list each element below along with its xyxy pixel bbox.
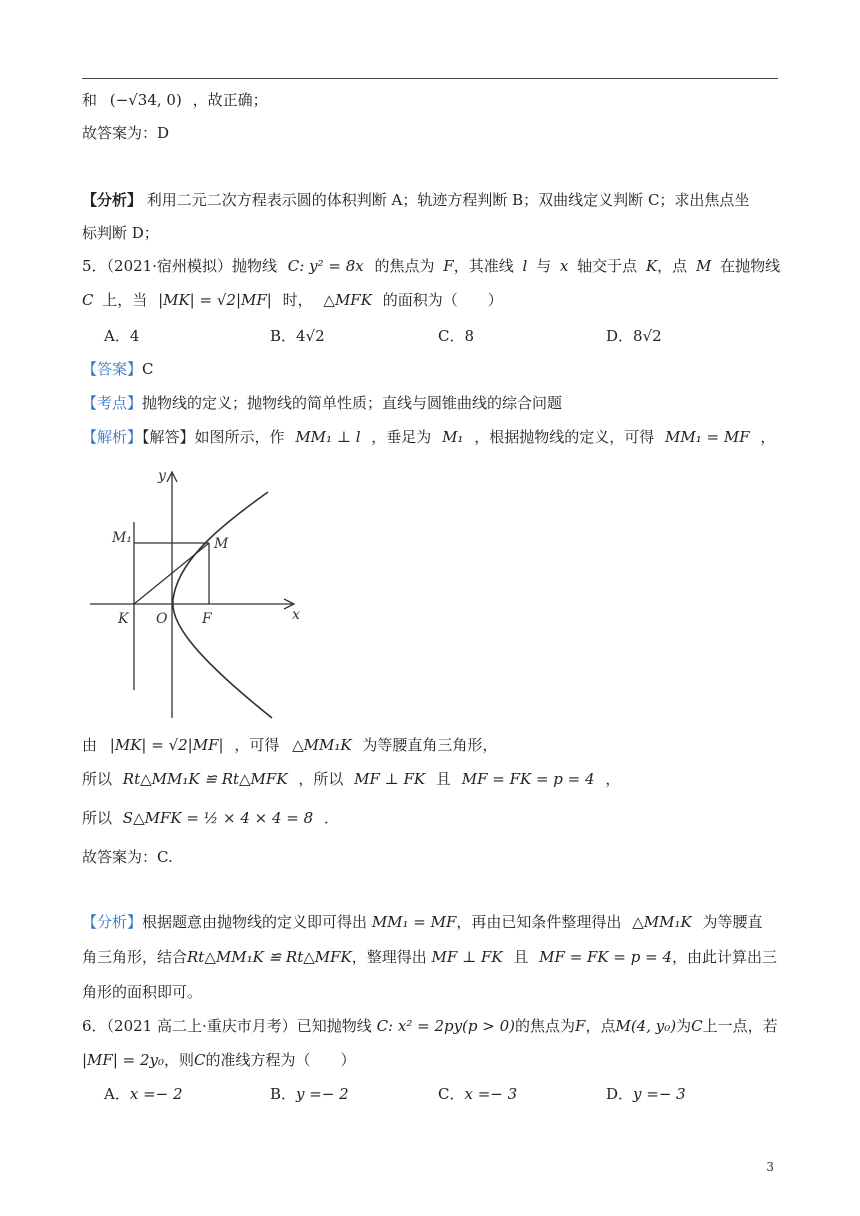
q5-option-c: C．8 (438, 327, 475, 345)
prev-analysis: 【分析】 利用二元二次方程表示圆的体积判断 A；轨迹方程判断 B；双曲线定义判断 C；求出焦点坐 (82, 191, 750, 209)
q5-analysis-line3: 角形的面积即可。 (82, 983, 203, 1001)
q5-analysis-line2: 角三角形，结合Rt△MM₁K ≌ Rt△MFK，整理得出 MF ⊥ FK 且 MF = FK = p = 4，由此计算出三 (82, 948, 778, 966)
label-f: F (202, 611, 212, 627)
q6-option-a: A．x =− 2 (104, 1085, 183, 1103)
q5-solution-line4: 所以 S△MFK = ½ × 4 × 4 = 8 ． (82, 809, 339, 827)
q5-option-d: D．8√2 (606, 327, 662, 345)
label-o: O (156, 611, 168, 627)
prev-answer: 故答案为：D (82, 124, 170, 142)
q5-answer: 【答案】C (82, 360, 154, 378)
q6-option-c: C．x =− 3 (438, 1085, 518, 1103)
q5-solution-line3: 所以 Rt△MM₁K ≌ Rt△MFK ，所以 MF ⊥ FK 且 MF = FK = p = 4 ， (82, 770, 621, 788)
prev-analysis-line2: 标判断 D； (82, 224, 159, 242)
q5-stem-line1: 5．（2021·宿州模拟）抛物线 C: y² = 8x 的焦点为 F，其准线 l 与 x 轴交于点 K，点 M 在抛物线 (82, 257, 781, 275)
header-rule (82, 78, 778, 79)
prev-solution-continuation: 和 (−√34, 0) ，故正确； (82, 91, 268, 109)
label-k: K (118, 611, 129, 627)
parabola-curve (173, 492, 272, 718)
label-y: y (158, 468, 166, 484)
label-m: M (214, 536, 229, 552)
q6-option-b: B．y =− 2 (270, 1085, 349, 1103)
label-x: x (292, 607, 300, 623)
q5-knowledge-point: 【考点】抛物线的定义；抛物线的简单性质；直线与圆锥曲线的综合问题 (82, 394, 563, 412)
q5-solution-line2: 由 |MK| = √2|MF| ，可得 △MM₁K 为等腰直角三角形， (82, 736, 498, 754)
parabola-figure (86, 466, 316, 722)
q5-stem-line2: C 上，当 |MK| = √2|MF| 时， △MFK 的面积为（ ） (82, 291, 503, 309)
label-m1: M₁ (112, 530, 132, 546)
q5-option-b: B．4√2 (270, 327, 325, 345)
q6-stem-line2: |MF| = 2y₀，则C的准线方程为（ ） (82, 1051, 356, 1069)
q5-analysis-line1: 【分析】根据题意由抛物线的定义即可得出 MM₁ = MF，再由已知条件整理得出 △MM₁K 为等腰直 (82, 913, 763, 931)
q5-solution-line1: 【解析】【解答】如图所示，作 MM₁ ⊥ l ，垂足为 M₁ ，根据抛物线的定义，可得 MM₁ = MF ， (82, 428, 776, 446)
q5-option-a: A．4 (104, 327, 140, 345)
q6-stem-line1: 6．（2021 高二上·重庆市月考）已知抛物线 C: x² = 2py(p > 0)的焦点为F，点M(4, y₀)为C上一点，若 (82, 1017, 778, 1035)
q5-solution-answer: 故答案为：C. (82, 848, 173, 866)
page-number: 3 (766, 1160, 774, 1174)
q6-option-d: D．y =− 3 (606, 1085, 686, 1103)
